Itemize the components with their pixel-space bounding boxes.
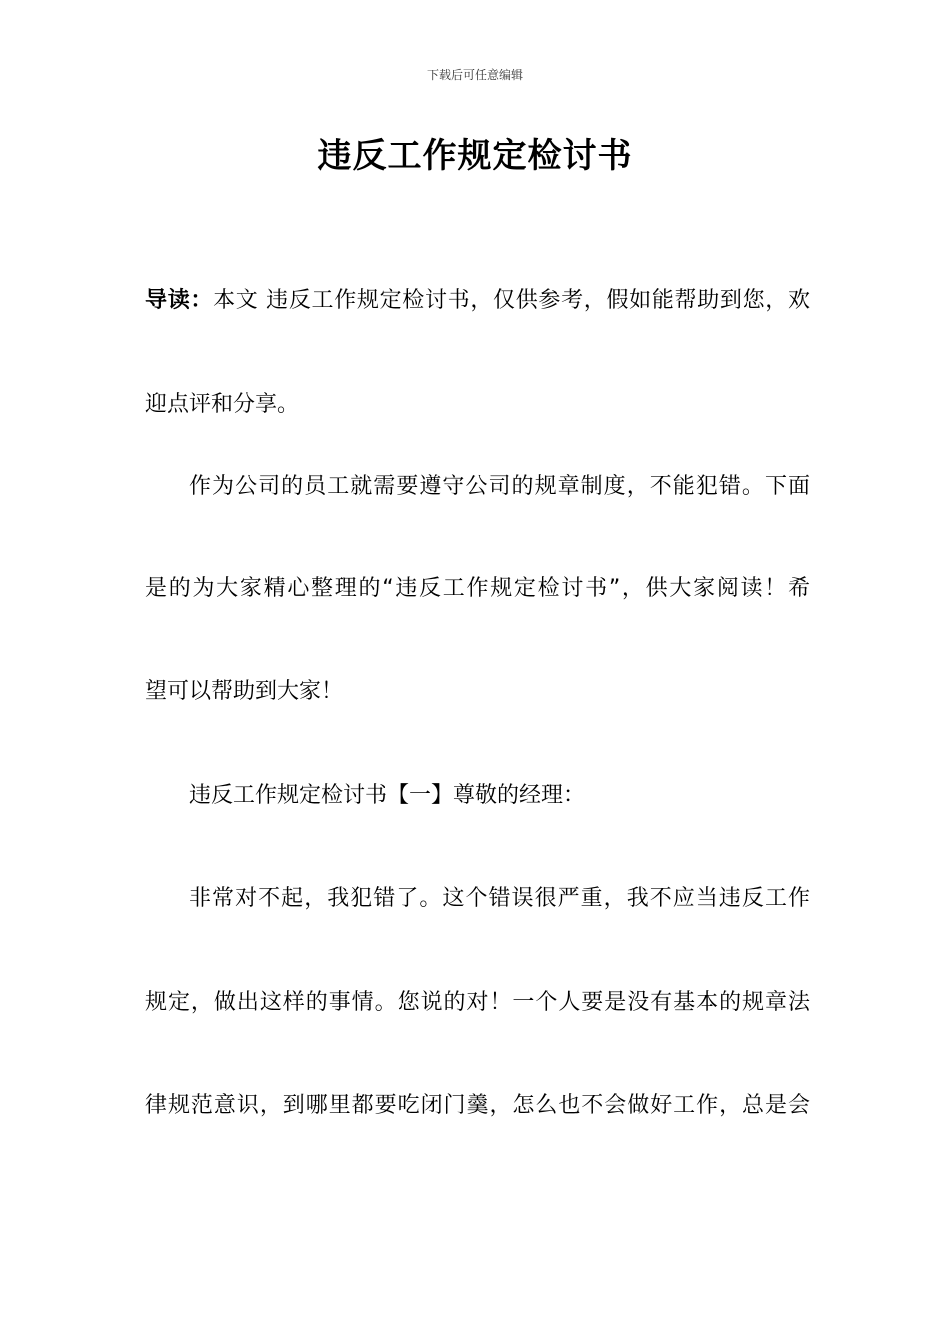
para1-line-2: 是的为大家精心整理的“违反工作规定检讨书”，供大家阅读！希 xyxy=(145,576,810,601)
para1-line-1: 作为公司的员工就需要遵守公司的规章制度，不能犯错。下面 xyxy=(189,474,810,499)
para1-line-3: 望可以帮助到大家！ xyxy=(145,679,344,704)
document-title: 违反工作规定检讨书 xyxy=(317,136,633,176)
para2-line-3: 律规范意识，到哪里都要吃闭门羹，怎么也不会做好工作，总是会 xyxy=(145,1093,810,1118)
intro-line-1 xyxy=(145,286,810,316)
para2-line-1: 非常对不起，我犯错了。这个错误很严重，我不应当违反工作 xyxy=(189,886,810,911)
section-heading: 违反工作规定检讨书【一】尊敬的经理： xyxy=(189,783,586,808)
intro-line-2: 迎点评和分享。 xyxy=(145,392,300,417)
para2-line-2: 规定，做出这样的事情。您说的对！一个人要是没有基本的规章法 xyxy=(145,990,810,1015)
intro-line-1-text: 本文 违反工作规定检讨书，仅供参考，假如能帮助到您，欢 xyxy=(213,288,810,313)
intro-label: 导读： xyxy=(145,288,214,313)
header-note: 下载后可任意编辑 xyxy=(426,68,523,82)
